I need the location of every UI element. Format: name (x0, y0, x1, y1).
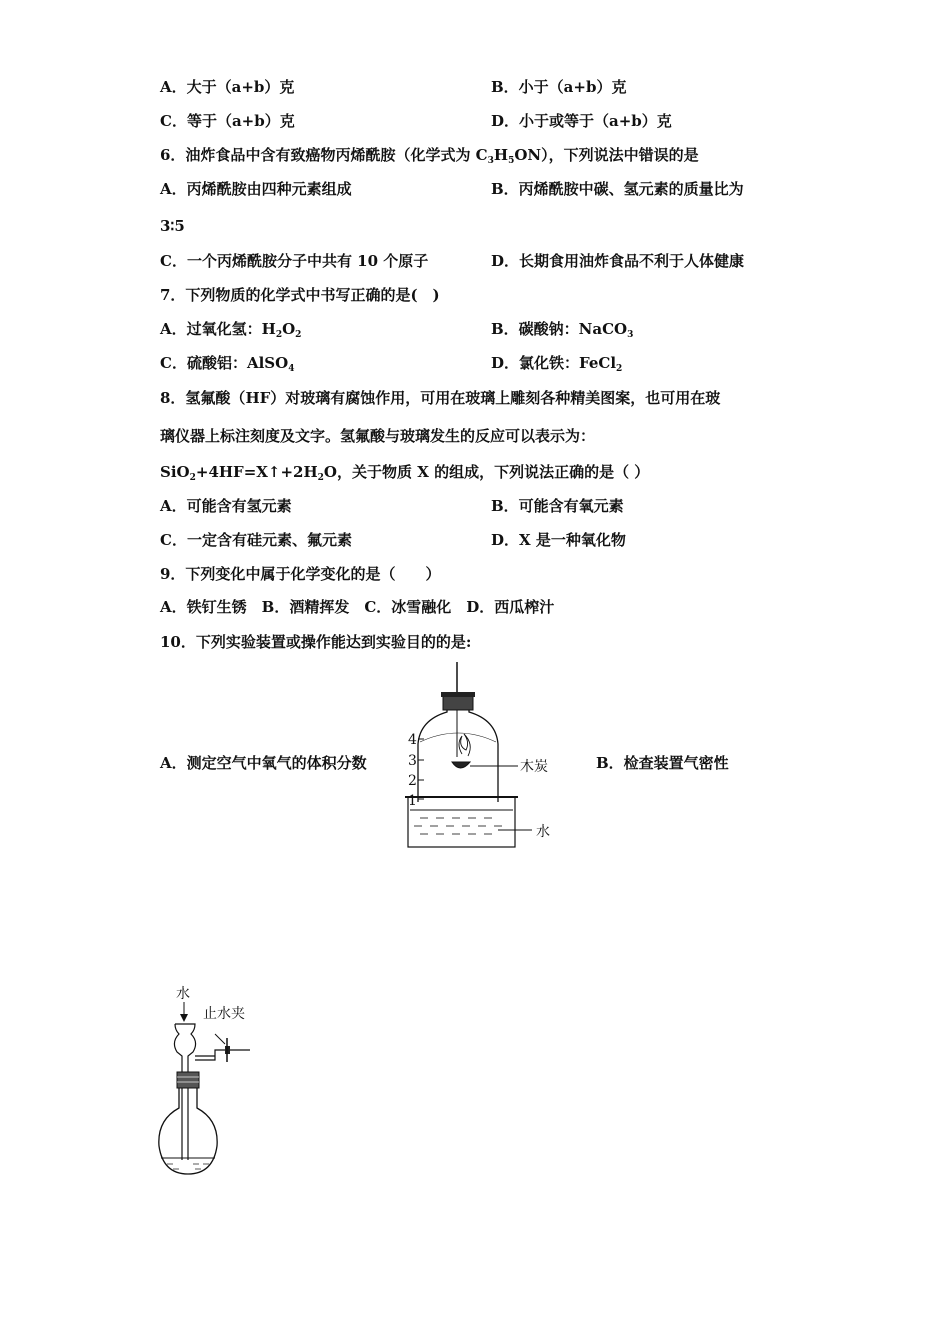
q7-option-b: B．碳酸钠：NaCO$_3$ (491, 320, 634, 340)
q10-option-a: A．测定空气中氧气的体积分数 (160, 754, 367, 772)
q7-option-d: D．氯化铁：FeCl$_2$ (491, 354, 623, 374)
q6-option-c: C．一个丙烯酰胺分子中共有 10 个原子 (160, 252, 429, 270)
q8-equation: $SiO_2+4HF=X↑+2H_2O$，关于物质 X 的组成，下列说法正确的是（ ） (160, 463, 650, 483)
q10-stem: 10．下列实验装置或操作能达到实验目的的是: (160, 633, 472, 651)
water-inlet-label: 水 (176, 986, 190, 1002)
down-arrow-icon (180, 1014, 188, 1022)
q9-options: A．铁钉生锈 B．酒精挥发 C．冰雪融化 D．西瓜榨汁 (160, 598, 555, 616)
q6-option-b: B．丙烯酰胺中碳、氢元素的质量比为 (491, 180, 744, 198)
q5-option-b: B．小于（a+b）克 (491, 78, 627, 96)
q8-option-a: A．可能含有氢元素 (160, 497, 292, 515)
q7-stem: 7．下列物质的化学式中书写正确的是( ) (160, 286, 440, 304)
q7-option-c: C．硫酸铝：AlSO$_4$ (160, 354, 295, 374)
stopper-top (441, 692, 475, 697)
flame-icon (459, 734, 470, 756)
flask-stopper (177, 1072, 199, 1088)
q9-stem: 9．下列变化中属于化学变化的是（ ） (160, 565, 441, 583)
scale-tick-2: 2 (408, 773, 417, 789)
q5-option-c: C．等于（a+b）克 (160, 112, 295, 130)
q8-option-b: B．可能含有氧元素 (491, 497, 624, 515)
q10-option-b: B．检查装置气密性 (596, 754, 729, 772)
q5-option-a: A．大于（a+b）克 (160, 78, 295, 96)
charcoal-spoon (452, 762, 470, 768)
scale-tick-1: 1 (408, 793, 417, 809)
q6-option-d: D．长期食用油炸食品不利于人体健康 (491, 252, 745, 270)
charcoal-label: 木炭 (520, 759, 548, 775)
q6-option-b-continued: 3∶5 (160, 217, 185, 235)
q8-stem-line2: 璃仪器上标注刻度及文字。氢氟酸与玻璃发生的反应可以表示为： (160, 427, 596, 445)
q6-option-a: A．丙烯酰胺由四种元素组成 (160, 180, 352, 198)
bell-jar-shoulder (420, 733, 496, 742)
scale-tick-3: 3 (408, 753, 417, 769)
scale-tick-4: 4 (408, 732, 417, 748)
q6-stem: 6．油炸食品中含有致癌物丙烯酰胺（化学式为 $C_3H_5ON$），下列说法中错误的是 (160, 146, 699, 166)
q8-stem-line1: 8．氢氟酸（HF）对玻璃有腐蚀作用，可用在玻璃上雕刻各种精美图案，也可用在玻 (160, 389, 721, 407)
water-label: 水 (536, 824, 550, 840)
water-hatching (414, 818, 502, 834)
q8-option-d: D．X 是一种氧化物 (491, 531, 626, 549)
bell-jar (418, 710, 498, 802)
long-neck-funnel (174, 1024, 195, 1160)
water-trough (408, 797, 515, 847)
q5-option-d: D．小于或等于（a+b）克 (491, 112, 672, 130)
airtightness-apparatus-figure (155, 980, 270, 1178)
q8-option-c: C．一定含有硅元素、氟元素 (160, 531, 352, 549)
side-delivery-tube (195, 1050, 250, 1060)
flask-water-hatching (167, 1164, 209, 1169)
bell-jar-apparatus-figure (400, 662, 570, 852)
q7-option-a: A．过氧化氢：$H_2O_2$ (160, 320, 302, 340)
clamp-label: 止水夹 (203, 1006, 245, 1022)
clamp-leader-line (215, 1034, 225, 1044)
